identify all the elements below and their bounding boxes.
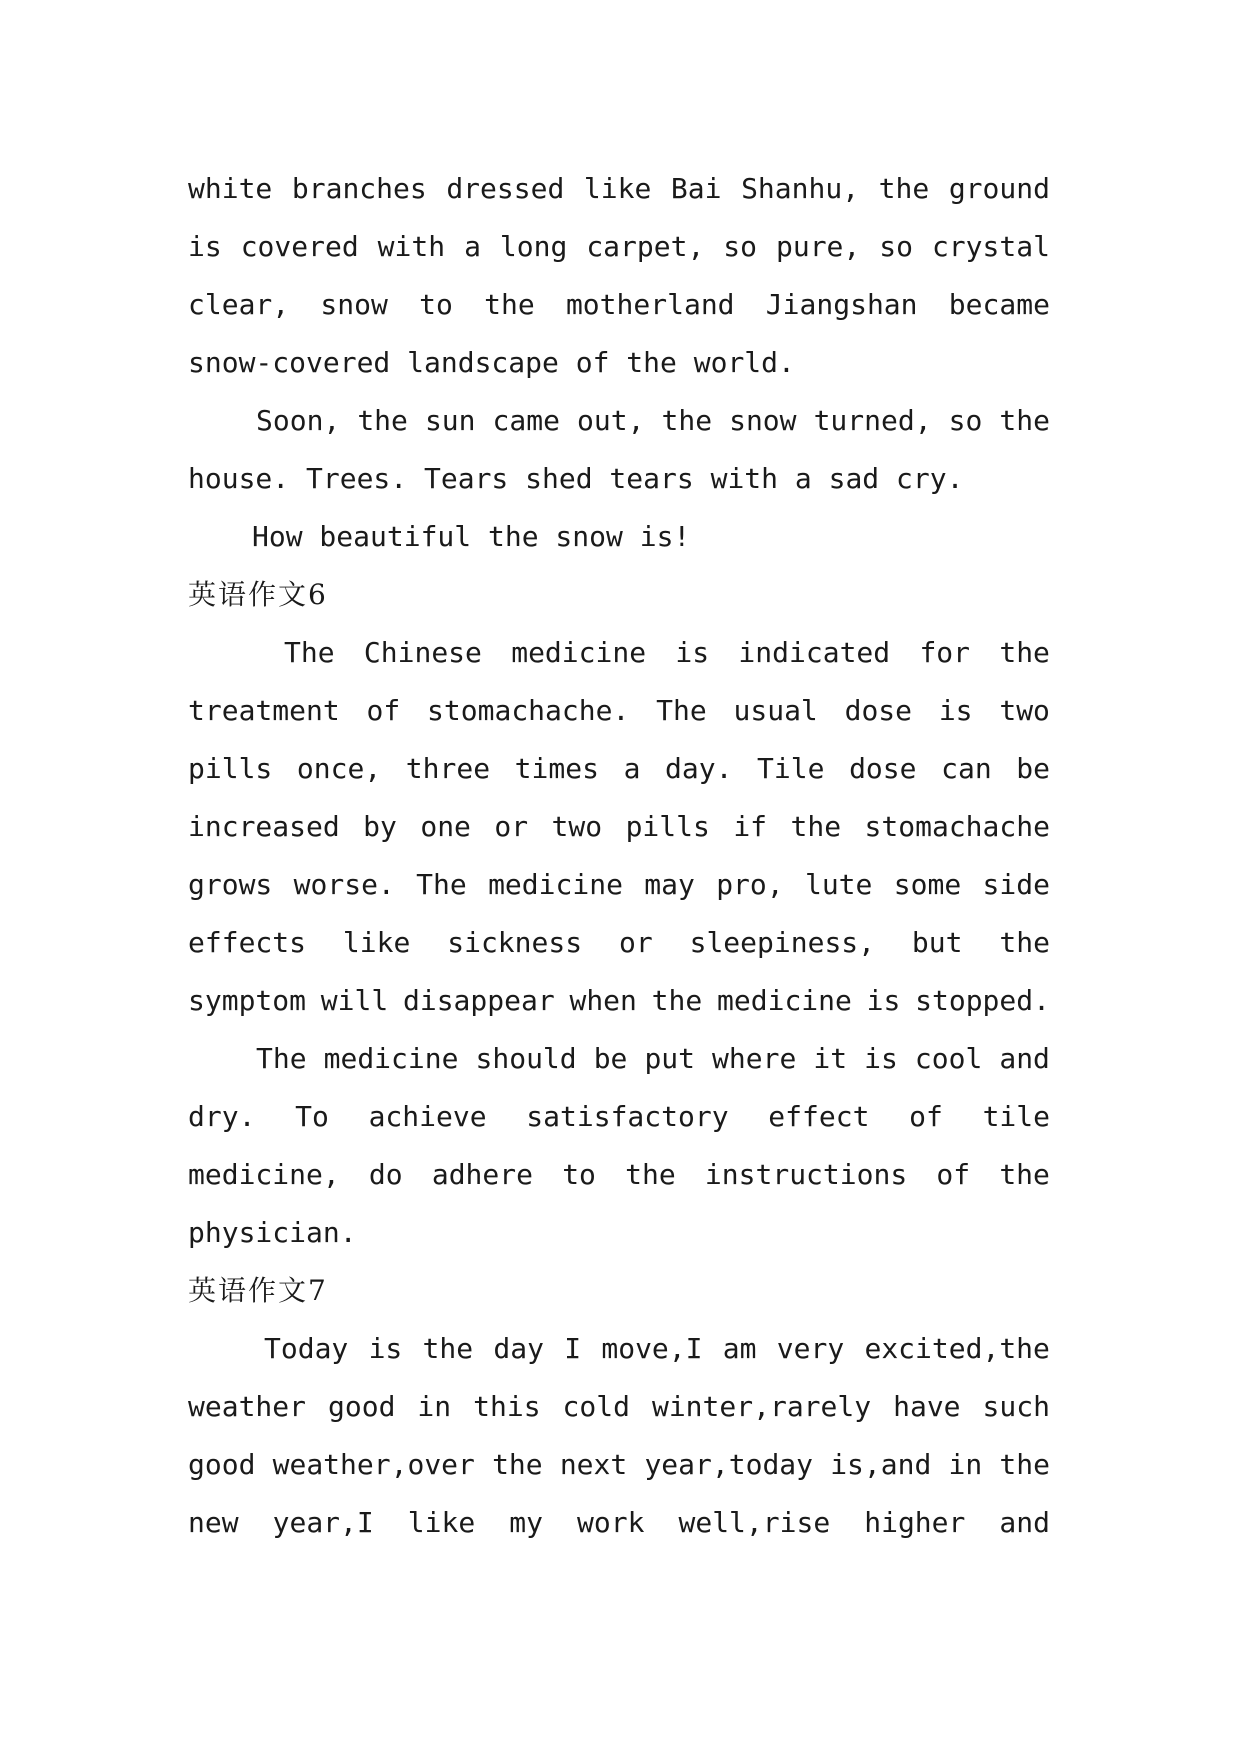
text-line: The medicine should be put where it is cool and [256,1042,1050,1075]
text-line: Soon, the sun came out, the snow turned, so the [256,404,1050,437]
text-line: clear, snow to the motherland Jiangshan became [188,288,1050,321]
text-line: snow-covered landscape of the world. [188,346,795,379]
paragraph [188,624,1050,1030]
text-line: treatment of stomachache. The usual dose is two [188,694,1050,727]
text-line: Today is the day I move,I am very excited,the [264,1332,1050,1365]
text-line: house. Trees. Tears shed tears with a sad cry. [188,462,964,495]
section-heading [188,1262,1050,1320]
text-line: 英语作文7 [188,1274,328,1307]
text-line: pills once, three times a day. Tile dose can be [188,752,1050,785]
text-line: good weather,over the next year,today is,and in the [188,1448,1050,1481]
text-line: The Chinese medicine is indicated for the [284,636,1050,669]
text-line: How beautiful the snow is! [252,520,691,553]
text-line: increased by one or two pills if the stomachache [188,810,1050,843]
text-line: white branches dressed like Bai Shanhu, the ground [188,172,1050,205]
paragraph [188,508,1050,566]
text-line: 英语作文6 [188,578,328,611]
text-line: effects like sickness or sleepiness, but the [188,926,1050,959]
paragraph [188,160,1050,392]
text-line: weather good in this cold winter,rarely have such [188,1390,1050,1423]
text-line: grows worse. The medicine may pro, lute some side [188,868,1050,901]
section-heading [188,566,1050,624]
text-line: dry. To achieve satisfactory effect of tile [188,1100,1050,1133]
paragraph [188,392,1050,508]
text-line: is covered with a long carpet, so pure, so crystal [188,230,1050,263]
paragraph [188,1030,1050,1262]
paragraph [188,1320,1050,1552]
text-line: new year,I like my work well,rise higher and [188,1506,1050,1539]
document-page [188,160,1050,1552]
text-line: medicine, do adhere to the instructions of the [188,1158,1050,1191]
text-line: physician. [188,1216,357,1249]
text-line: symptom will disappear when the medicine is stopped. [188,984,1050,1017]
